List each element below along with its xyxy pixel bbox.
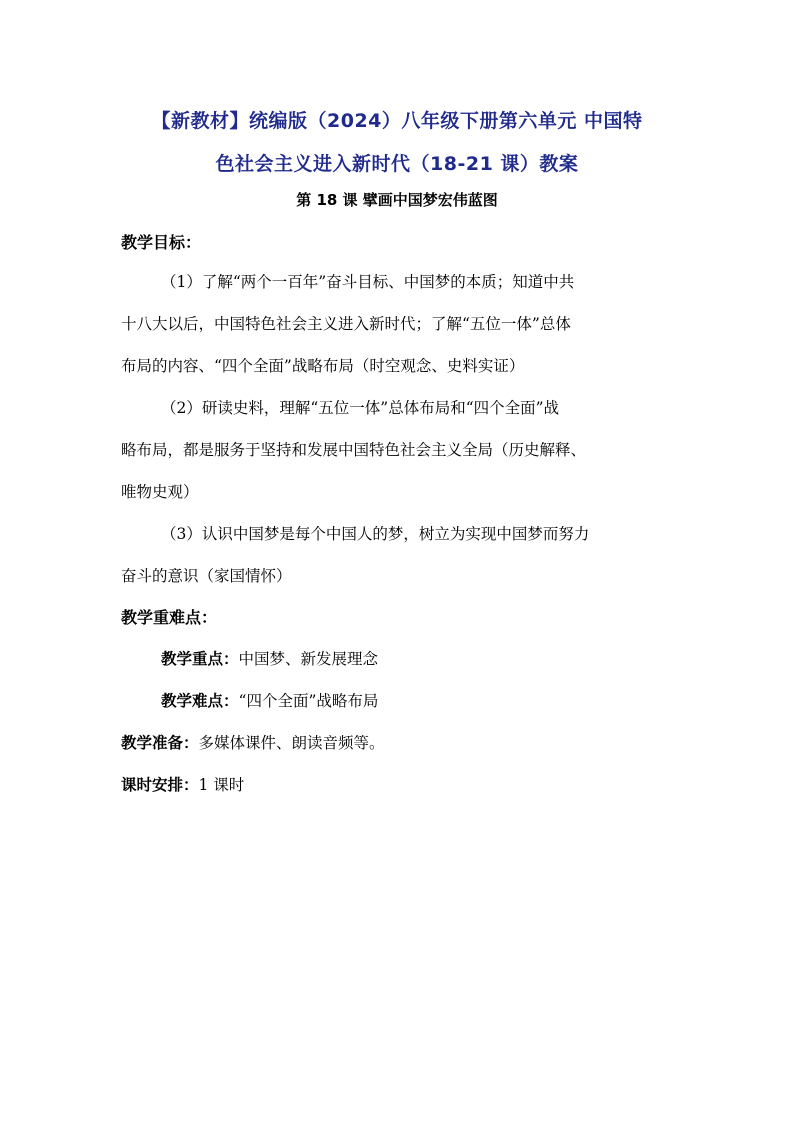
document-title-line-1: 【新教材】统编版（2024）八年级下册第六单元 中国特 — [151, 110, 643, 132]
difficulty-line — [161, 691, 378, 711]
difficulty-value: “四个全面”战略布局 — [238, 692, 379, 710]
schedule-value: 1 课时 — [198, 776, 245, 794]
schedule-line — [121, 775, 244, 795]
difficulty-label: 教学难点： — [161, 692, 239, 710]
preparation-label: 教学准备： — [121, 734, 199, 752]
document-title-line-2: 色社会主义进入新时代（18-21 课）教案 — [215, 153, 579, 175]
schedule-label: 课时安排： — [121, 776, 199, 794]
objective-3-line-2: 奋斗的意识（家国情怀） — [121, 567, 292, 585]
focus-value: 中国梦、新发展理念 — [238, 650, 379, 668]
objective-2-line-2: 略布局，都是服务于坚持和发展中国特色社会主义全局（历史解释、 — [121, 441, 587, 459]
objective-3-line-1: （3）认识中国梦是每个中国人的梦，树立为实现中国梦而努力 — [161, 525, 590, 543]
objective-2-line-3: 唯物史观） — [121, 483, 199, 501]
focus-label: 教学重点： — [161, 650, 239, 668]
objective-1-line-2: 十八大以后，中国特色社会主义进入新时代；了解“五位一体”总体 — [121, 315, 571, 333]
focus-line — [161, 649, 378, 669]
objective-1-line-1: （1）了解“两个一百年”奋斗目标、中国梦的本质；知道中共 — [161, 273, 575, 291]
objective-1-line-3: 布局的内容、“四个全面”战略布局（时空观念、史料实证） — [121, 357, 525, 375]
preparation-line — [121, 733, 385, 753]
preparation-value: 多媒体课件、朗读音频等。 — [198, 734, 385, 752]
lesson-title: 第 18 课 擘画中国梦宏伟蓝图 — [296, 191, 498, 209]
key-points-heading: 教学重难点： — [121, 608, 218, 627]
objectives-heading: 教学目标： — [121, 233, 202, 252]
objective-2-line-1: （2）研读史料，理解“五位一体”总体布局和“四个全面”战 — [161, 399, 560, 417]
